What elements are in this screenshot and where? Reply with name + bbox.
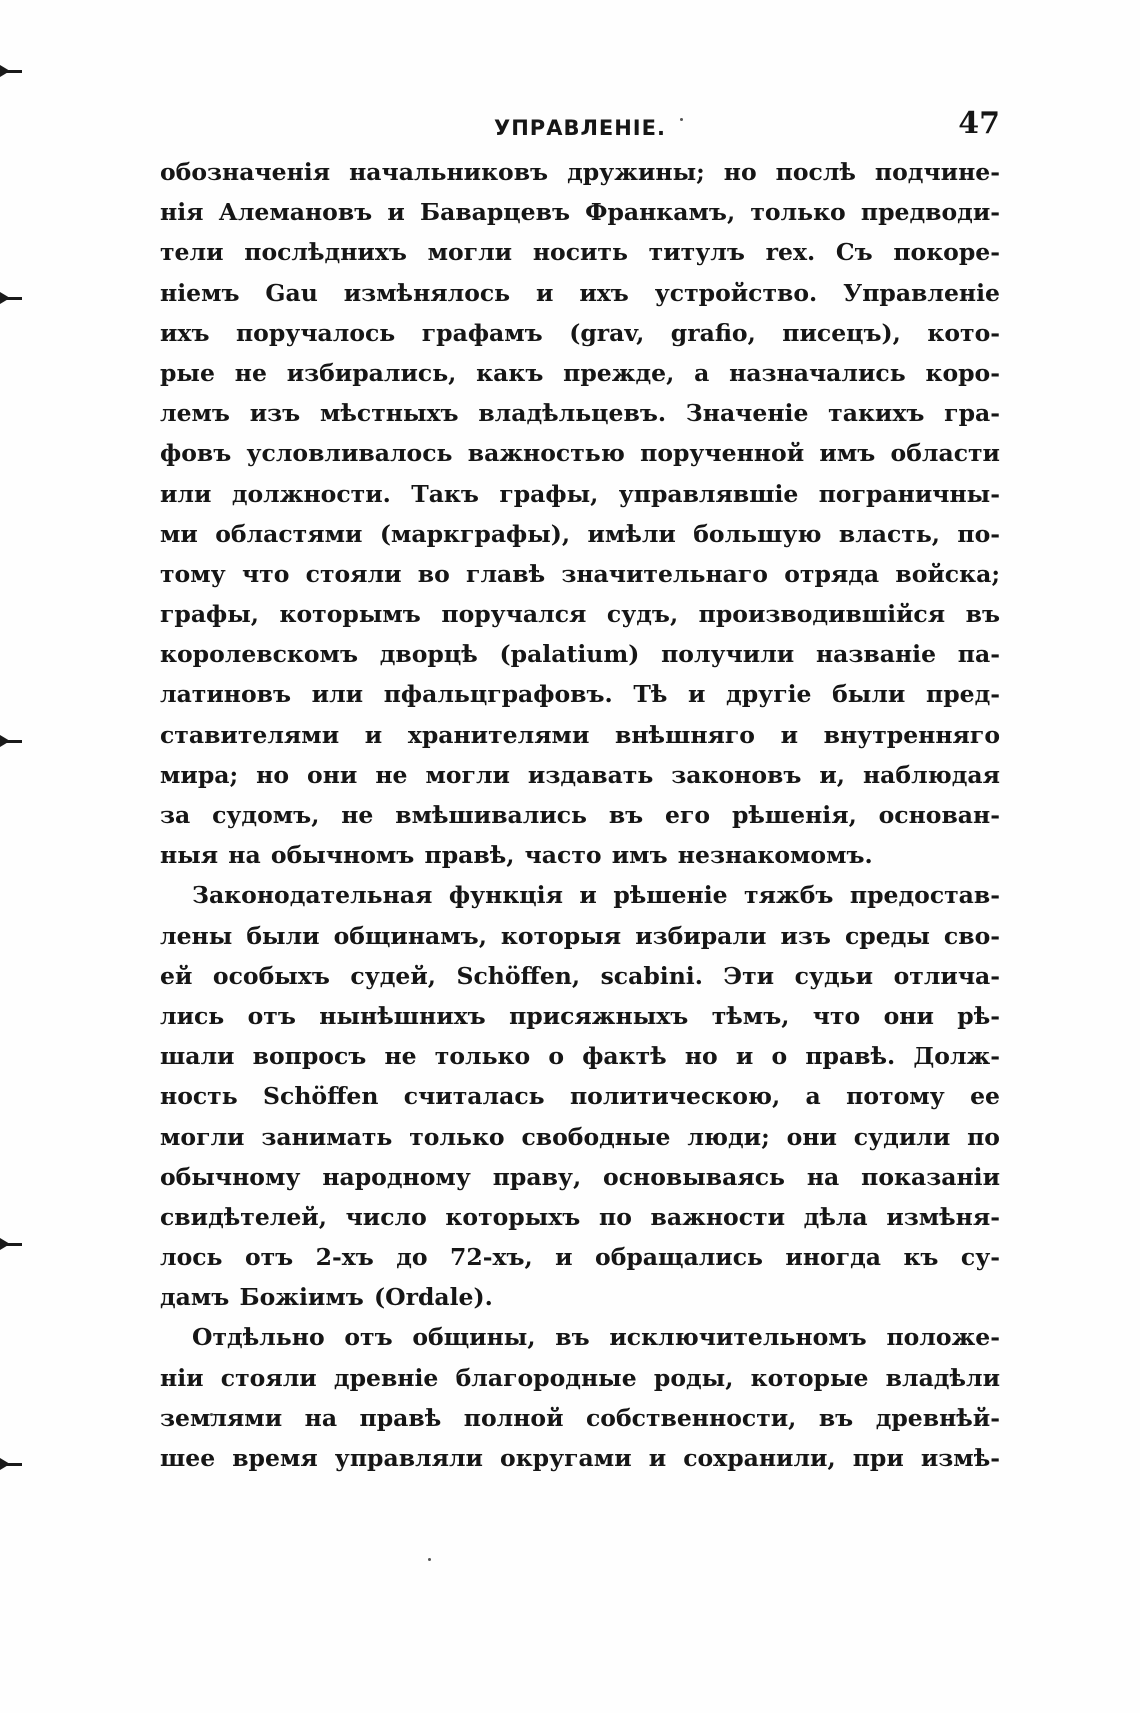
paragraph — [160, 1317, 1000, 1478]
margin-mark — [0, 297, 22, 300]
text-line: королевскомъ дворцѣ (palatium) получили названіе па- — [160, 640, 1000, 669]
text-line: лемъ изъ мѣстныхъ владѣльцевъ. Значеніе такихъ гра- — [160, 399, 1000, 428]
text-line: Отдѣльно отъ общины, въ исключительномъ положе- — [192, 1323, 1000, 1352]
text-line: за судомъ, не вмѣшивались въ его рѣшенія, основан- — [160, 801, 1000, 829]
text-line: нія Алемановъ и Баварцевъ Франкамъ, только предводи- — [160, 198, 1000, 227]
text-line: тому что стояли во главѣ значительнаго отряда войска; — [160, 559, 1000, 588]
paragraph — [160, 152, 1000, 875]
text-line: обозначенія начальниковъ дружины; но послѣ подчине- — [160, 158, 1000, 186]
text-line: латиновъ или пфальцграфовъ. Тѣ и другіе были пред- — [160, 680, 1000, 709]
text-line: ность Schöffen считалась политическою, а потому ее — [160, 1082, 1000, 1111]
text-line: лены были общинамъ, которыя избирали изъ среды сво- — [160, 921, 1000, 950]
body-text — [160, 152, 1000, 1478]
text-line: ніи стояли древніе благородные роды, которые владѣли — [160, 1363, 1000, 1392]
text-line: свидѣтелей, число которыхъ по важности дѣла измѣня- — [160, 1202, 1000, 1231]
text-line: шали вопросъ не только о фактѣ но и о правѣ. Долж- — [160, 1042, 1000, 1071]
text-line: мира; но они не могли издавать законовъ и, наблюдая — [160, 760, 1000, 789]
paragraph — [160, 875, 1000, 1317]
text-line: ставителями и хранителями внѣшняго и внутренняго — [160, 720, 1000, 749]
text-line: Законодательная функція и рѣшеніе тяжбъ предостав- — [192, 881, 1000, 910]
running-head — [160, 102, 1000, 146]
running-title: УПРАВЛЕНІЕ. — [494, 116, 666, 140]
text-line: графы, которымъ поручался судъ, производившійся въ — [160, 600, 1000, 629]
text-line: ей особыхъ судей, Schöffen, scabini. Эти судьи отлича- — [160, 961, 1000, 990]
text-line: рые не избирались, какъ прежде, а назначались коро- — [160, 358, 1000, 387]
text-line: ихъ поручалось графамъ (grav, grafio, писецъ), кото- — [160, 318, 1000, 347]
text-line: лось отъ 2-хъ до 72-хъ, и обращались иногда къ су- — [160, 1243, 1000, 1272]
margin-mark — [0, 70, 22, 73]
text-line: тели послѣднихъ могли носить титулъ rex. Съ покоре- — [160, 238, 1000, 267]
text-line: лись отъ нынѣшнихъ присяжныхъ тѣмъ, что они рѣ- — [160, 1001, 1000, 1030]
text-line: фовъ условливалось важностью порученной имъ области — [160, 439, 1000, 468]
paper-speck — [428, 1558, 431, 1561]
margin-mark — [0, 740, 22, 743]
text-line: могли занимать только свободные люди; они судили по — [160, 1122, 1000, 1151]
margin-mark — [0, 1463, 22, 1466]
margin-mark — [0, 1243, 22, 1246]
text-line: или должности. Такъ графы, управлявшіе пограничны- — [160, 479, 1000, 508]
text-line: ныя на обычномъ правѣ, часто имъ незнакомомъ. — [160, 841, 873, 870]
text-line: ніемъ Gau измѣнялось и ихъ устройство. Управленіе — [160, 278, 1000, 307]
text-line: шее время управляли округами и сохранили, при измѣ- — [160, 1444, 1000, 1472]
page-number: 47 — [958, 106, 1000, 141]
text-line: дамъ Божіимъ (Ordale). — [160, 1283, 493, 1312]
text-line: обычному народному праву, основываясь на показаніи — [160, 1162, 1000, 1191]
text-line: ми областями (маркграфы), имѣли большую власть, по- — [160, 519, 1000, 548]
text-line: землями на правѣ полной собственности, въ древнѣй- — [160, 1403, 1000, 1432]
